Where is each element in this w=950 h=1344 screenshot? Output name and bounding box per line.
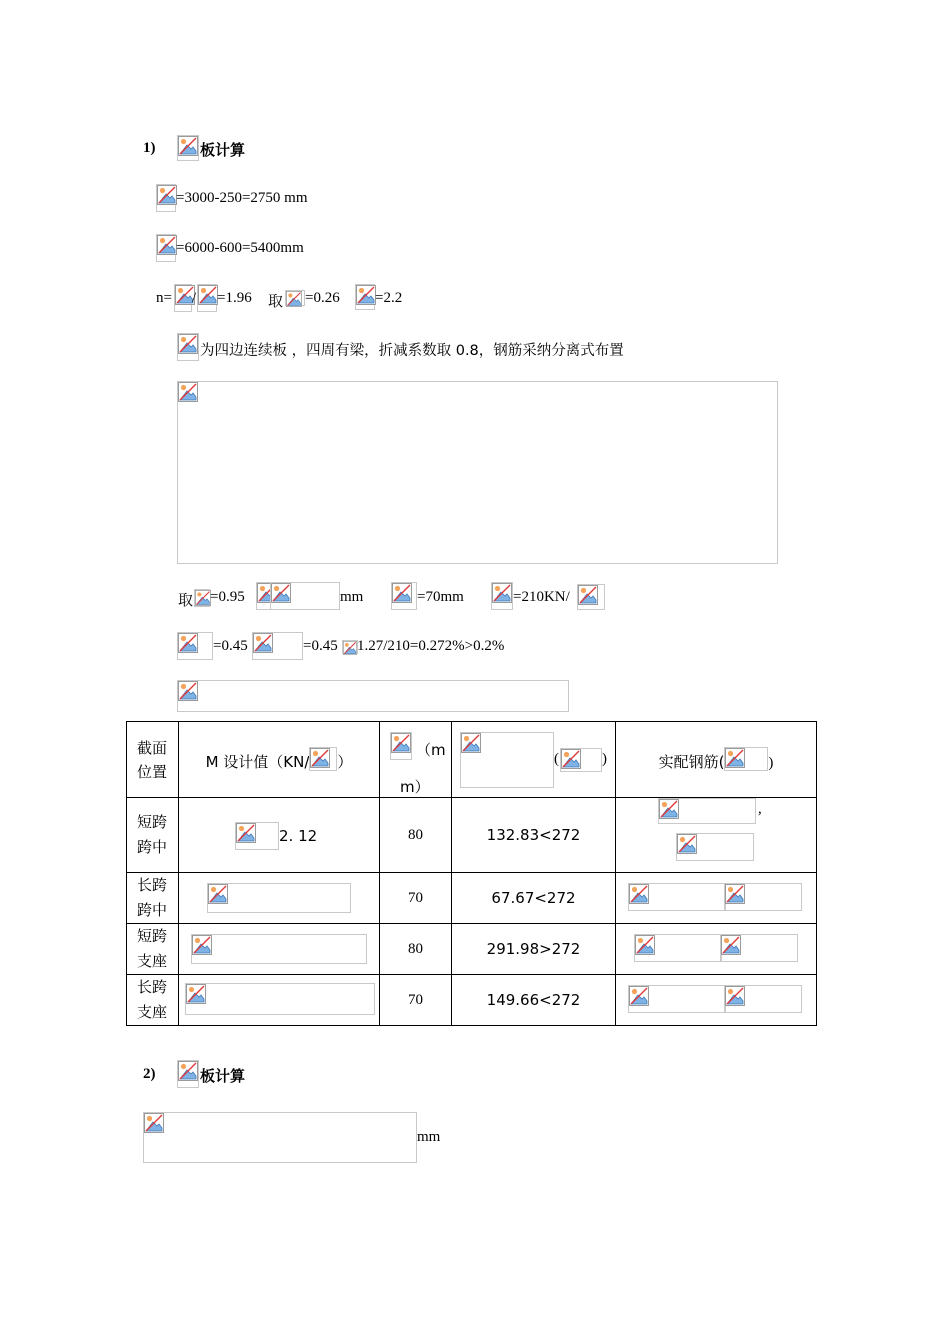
ft-fy-image bbox=[252, 632, 303, 660]
broken-image-icon bbox=[178, 1061, 198, 1081]
broken-image-icon bbox=[629, 986, 649, 1006]
row-m-value bbox=[179, 924, 380, 975]
broken-image-icon bbox=[310, 748, 330, 768]
broken-image-icon bbox=[271, 583, 291, 603]
broken-image-icon bbox=[392, 583, 412, 603]
h0-unit: mm bbox=[340, 589, 364, 605]
broken-image-icon bbox=[198, 285, 218, 305]
broken-image-icon bbox=[343, 641, 357, 655]
header-h0: （m m） bbox=[380, 722, 452, 798]
section2-unit: mm bbox=[417, 1129, 441, 1145]
broken-image-icon bbox=[178, 136, 198, 156]
broken-image-icon bbox=[208, 884, 228, 904]
m-formula-image bbox=[235, 822, 279, 850]
h0-long-value: =70mm bbox=[417, 589, 464, 605]
table-row bbox=[127, 798, 817, 873]
broken-image-icon bbox=[236, 823, 256, 843]
as-min-formula-image bbox=[177, 680, 569, 712]
row-bars: , bbox=[616, 798, 817, 873]
slab-description: 为四边连续板 ，四周有梁，折减系数取 0.8，钢筋采纳分离式布置 bbox=[200, 343, 624, 359]
row-bars bbox=[616, 924, 817, 975]
alpha-value: =0.26 bbox=[305, 290, 340, 306]
lx-equation: =3000-250=2750 mm bbox=[176, 190, 308, 206]
gamma-image bbox=[194, 589, 210, 607]
row-section: 短跨 支座 bbox=[127, 924, 179, 975]
as-unit-image bbox=[560, 748, 602, 772]
n-slash: / bbox=[192, 290, 197, 306]
n-numerator-image bbox=[174, 284, 192, 312]
row-as: 67.67<272 bbox=[452, 873, 616, 924]
broken-image-icon bbox=[492, 583, 512, 603]
ly-equation: =6000-600=5400mm bbox=[176, 240, 304, 256]
section1-formula-image bbox=[177, 135, 199, 161]
row-h0: 80 bbox=[380, 798, 452, 873]
bars-image-a bbox=[634, 934, 722, 962]
times-image bbox=[342, 640, 358, 654]
bars-image-a bbox=[628, 883, 726, 911]
broken-image-icon bbox=[629, 884, 649, 904]
table-header-row bbox=[127, 722, 817, 798]
row-m-value: 2. 12 bbox=[179, 798, 380, 873]
as-header-image bbox=[460, 732, 554, 788]
beta-value: =2.2 bbox=[375, 290, 403, 306]
broken-image-icon bbox=[253, 633, 273, 653]
fy-image bbox=[491, 582, 513, 610]
table-row bbox=[127, 873, 817, 924]
row-as: 291.98>272 bbox=[452, 924, 616, 975]
bars-image-b bbox=[676, 833, 754, 861]
broken-image-icon bbox=[659, 799, 679, 819]
broken-image-icon bbox=[725, 748, 745, 768]
broken-image-icon bbox=[286, 291, 302, 307]
row-m-value bbox=[179, 975, 380, 1026]
row-as: 132.83<272 bbox=[452, 798, 616, 873]
slab-formula-image bbox=[177, 333, 199, 361]
n-value: =1.96 bbox=[217, 290, 252, 306]
moment-formula-image bbox=[177, 381, 778, 564]
lx-formula-image bbox=[156, 184, 176, 212]
unit-image bbox=[309, 747, 337, 771]
header-m-design: M 设计值（KN/ ） bbox=[179, 722, 380, 798]
h0-header-image bbox=[390, 732, 412, 760]
section1-title: 板计算 bbox=[200, 141, 246, 159]
broken-image-icon bbox=[391, 733, 411, 753]
broken-image-icon bbox=[192, 935, 212, 955]
broken-image-icon bbox=[186, 984, 206, 1004]
section2-formula-image bbox=[177, 1060, 199, 1088]
bars-image-a bbox=[628, 985, 726, 1013]
header-bars: 实配钢筋( ) bbox=[616, 722, 817, 798]
take-label: 取 bbox=[268, 292, 284, 310]
broken-image-icon bbox=[677, 834, 697, 854]
bars-image-a bbox=[658, 798, 756, 824]
reinforcement-table bbox=[126, 721, 817, 1026]
h0-long-image bbox=[391, 582, 417, 610]
broken-image-icon bbox=[725, 986, 745, 1006]
broken-image-icon bbox=[356, 285, 376, 305]
rho-min-image bbox=[177, 632, 213, 660]
gamma-value: =0.95 bbox=[210, 589, 245, 605]
broken-image-icon bbox=[721, 935, 741, 955]
section2-span-formula-image bbox=[143, 1112, 417, 1163]
m-formula-image bbox=[207, 883, 351, 913]
broken-image-icon bbox=[178, 382, 198, 402]
rho-min-value: =0.45 bbox=[213, 638, 248, 654]
bars-image-b bbox=[724, 985, 802, 1013]
broken-image-icon bbox=[178, 633, 198, 653]
header-section: 截面位置 bbox=[127, 722, 179, 798]
row-h0: 70 bbox=[380, 975, 452, 1026]
ft-fy-value: =0.45 bbox=[303, 638, 338, 654]
row-bars bbox=[616, 873, 817, 924]
broken-image-icon bbox=[178, 681, 198, 701]
rho-result: 1.27/210=0.272%>0.2% bbox=[357, 638, 505, 654]
row-as: 149.66<272 bbox=[452, 975, 616, 1026]
broken-image-icon bbox=[461, 733, 481, 753]
alpha-image bbox=[285, 290, 305, 306]
bars-unit-image bbox=[724, 747, 768, 771]
table-row bbox=[127, 924, 817, 975]
take-label-2: 取 bbox=[178, 591, 194, 609]
section1-number: 1) bbox=[143, 140, 156, 156]
row-m-value bbox=[179, 873, 380, 924]
broken-image-icon bbox=[195, 590, 211, 606]
broken-image-icon bbox=[157, 185, 177, 205]
fy-unit-image bbox=[577, 584, 605, 610]
ly-formula-image bbox=[156, 234, 176, 262]
fy-value: =210KN/ bbox=[513, 589, 570, 605]
table-row bbox=[127, 975, 817, 1026]
row-bars bbox=[616, 975, 817, 1026]
broken-image-icon bbox=[578, 585, 598, 605]
m-formula-image bbox=[191, 934, 367, 964]
row-h0: 80 bbox=[380, 924, 452, 975]
h0-image-b bbox=[270, 582, 340, 610]
row-section: 长跨 跨中 bbox=[127, 873, 179, 924]
broken-image-icon bbox=[725, 884, 745, 904]
m-formula-image bbox=[185, 983, 375, 1015]
row-section: 长跨 支座 bbox=[127, 975, 179, 1026]
n-denominator-image bbox=[197, 284, 217, 312]
broken-image-icon bbox=[178, 334, 198, 354]
broken-image-icon bbox=[157, 235, 177, 255]
broken-image-icon bbox=[635, 935, 655, 955]
section2-number: 2) bbox=[143, 1066, 156, 1082]
broken-image-icon bbox=[561, 749, 581, 769]
n-prefix: n= bbox=[156, 290, 172, 306]
section2-title: 板计算 bbox=[200, 1067, 246, 1085]
bars-image-b bbox=[720, 934, 798, 962]
beta-image bbox=[355, 284, 375, 310]
bars-image-b bbox=[724, 883, 802, 911]
row-h0: 70 bbox=[380, 873, 452, 924]
row-section: 短跨 跨中 bbox=[127, 798, 179, 873]
header-as: ( ) bbox=[452, 722, 616, 798]
broken-image-icon bbox=[144, 1113, 164, 1133]
